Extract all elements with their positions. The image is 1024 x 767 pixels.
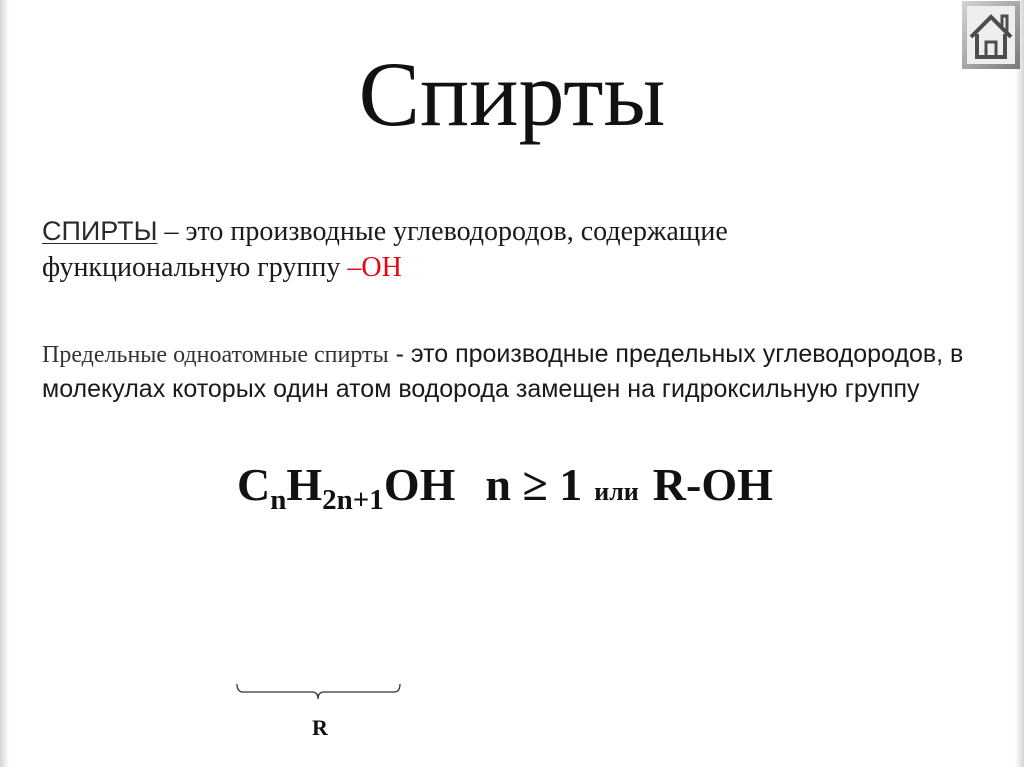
definition-paragraph: [42, 213, 728, 286]
saturated-text-1: - это производные предельных углеводородов, в: [388, 340, 964, 368]
formula-hydrogen: H: [286, 459, 323, 510]
definition-term: СПИРТЫ: [42, 216, 158, 246]
definition-text-2: функциональную группу: [42, 252, 348, 283]
radical-brace-path: [237, 684, 400, 699]
formula-carbon: C: [237, 459, 271, 510]
formula-hydroxyl: OH: [383, 459, 456, 510]
formula-carbon-index: n: [270, 484, 287, 516]
definition-text-1: – это производные углеводородов, содержащие: [157, 216, 728, 247]
formula-condition: n ≥ 1: [485, 459, 583, 510]
saturated-alcohols-paragraph: [42, 337, 963, 406]
general-formula: [237, 460, 773, 517]
saturated-line-2: [42, 372, 963, 406]
formula-general: R-OH: [652, 459, 773, 510]
saturated-alcohols-term: Предельные одноатомные спирты: [42, 342, 389, 368]
formula-conjunction: или: [594, 477, 639, 506]
formula-hydrogen-index: 2n+1: [322, 484, 384, 516]
saturated-text-2: молекулах которых один атом водорода замещен на гидроксильную группу: [42, 375, 920, 403]
saturated-line-1: [42, 337, 963, 372]
radical-label: R: [312, 715, 328, 740]
hydroxyl-group: –ОН: [347, 252, 402, 283]
radical-brace: [234, 680, 404, 704]
slide-title: Спирты: [358, 43, 666, 145]
definition-line-1: [42, 213, 728, 250]
definition-line-2: [42, 250, 728, 286]
